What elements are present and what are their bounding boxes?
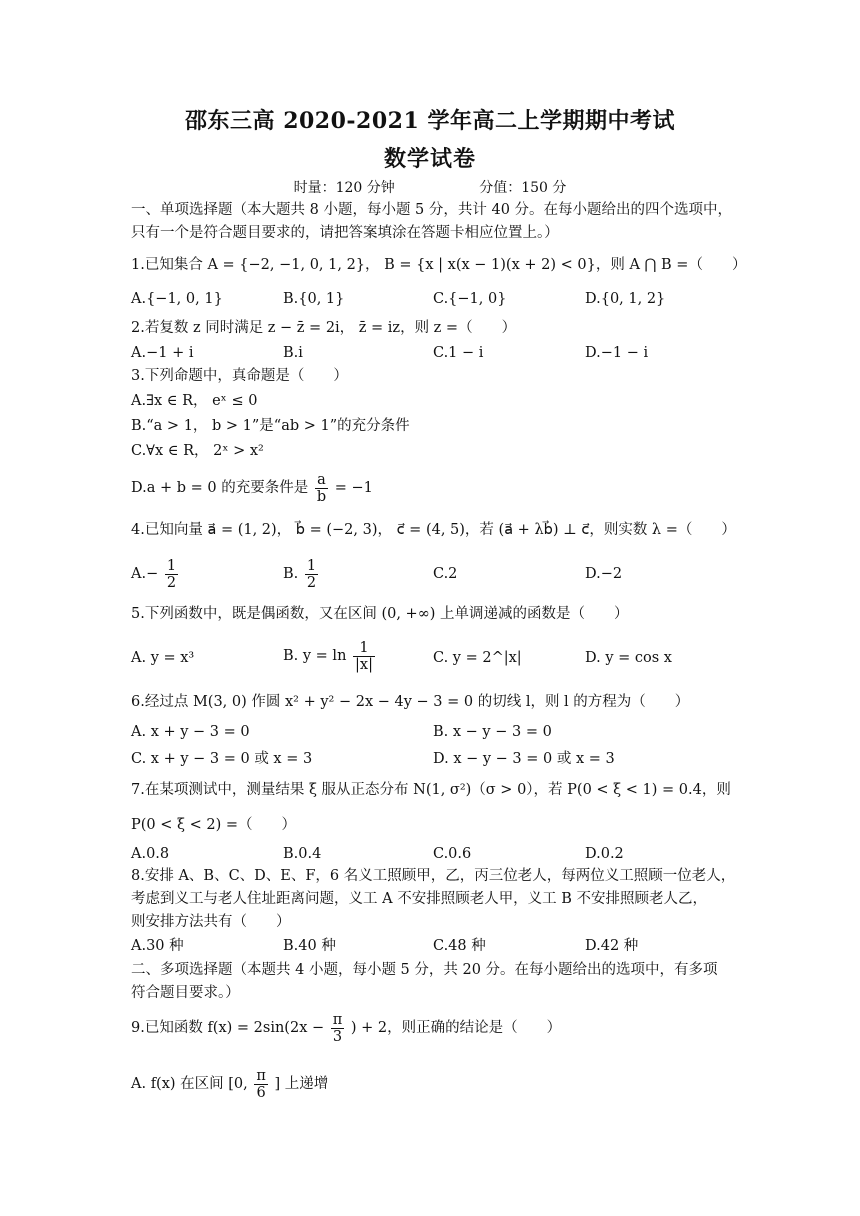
q4-option-b [283, 556, 320, 592]
q6-option-b: B. x − y − 3 = 0 [433, 724, 552, 740]
q7-option-a: A.0.8 [131, 846, 170, 862]
q6-option-d: D. x − y − 3 = 0 或 x = 3 [433, 751, 615, 767]
fraction-numerator: π [256, 1067, 266, 1084]
fraction-denominator: 2 [166, 574, 177, 591]
q9-option-a-tail: ] 上递增 [274, 1076, 329, 1092]
q4-option-b-fraction [305, 558, 318, 591]
q3-option-d-fraction [315, 472, 328, 505]
fraction-numerator: 1 [306, 557, 317, 574]
fraction-denominator: 2 [306, 574, 317, 591]
q4-option-d: D.−2 [585, 566, 623, 582]
q7-stem-cont: P(0 < ξ < 2) =（ ） [131, 817, 297, 833]
q8-option-b: B.40 种 [283, 938, 336, 954]
q2-stem: 2.若复数 z 同时满足 z − z̄ = 2i， z̄ = iz，则 z =（ ） [131, 320, 517, 336]
q1-option-a: A.{−1, 0, 1} [131, 291, 223, 307]
q7-stem: 7.在某项测试中，测量结果 ξ 服从正态分布 N(1, σ²)（σ > 0），若 P(0 < ξ < 1) = 0.4，则 [131, 782, 731, 798]
q3-option-d-tail: = −1 [334, 480, 373, 496]
q1-option-d: D.{0, 1, 2} [585, 291, 666, 307]
q3-option-d [131, 470, 373, 506]
q4-option-a-fraction [165, 558, 178, 591]
q4-stem: 4.已知向量 a⃗ = (1, 2)， b⃗ = (−2, 3)， c⃗ = (4, 5)，若 (a⃗ + λb⃗) ⊥ c⃗，则实数 λ =（ ） [131, 522, 736, 538]
q3-stem: 3.下列命题中，真命题是（ ） [131, 368, 348, 384]
q3-option-a: A.∃x ∈ R， eˣ ≤ 0 [131, 393, 258, 409]
q7-option-c: C.0.6 [433, 846, 472, 862]
q9-stem-tail: ) + 2，则正确的结论是（ ） [350, 1020, 562, 1036]
q3-option-b: B.“a > 1， b > 1”是“ab > 1”的充分条件 [131, 418, 410, 434]
q1-stem: 1.已知集合 A = {−2, −1, 0, 1, 2}， B = {x | x(x − 1)(x + 2) < 0}，则 A ⋂ B =（ ） [131, 257, 747, 273]
q1-option-b: B.{0, 1} [283, 291, 345, 307]
section1-heading-cont: 只有一个是符合题目要求的，请把答案填涂在答题卡相应位置上。） [131, 225, 559, 241]
q8-option-a: A.30 种 [131, 938, 184, 954]
fraction-numerator: 1 [353, 640, 375, 657]
fraction-numerator: a [315, 472, 328, 489]
q5-option-d: D. y = cos x [585, 650, 672, 666]
q5-stem: 5.下列函数中，既是偶函数，又在区间 (0, +∞) 上单调递减的函数是（ ） [131, 606, 629, 622]
q4-option-b-text: B. [283, 566, 299, 582]
q2-option-b: B.i [283, 345, 303, 361]
section1-heading: 一、单项选择题（本大题共 8 小题，每小题 5 分，共计 40 分。在每小题给出的四个选项中， [131, 202, 733, 218]
q7-option-d: D.0.2 [585, 846, 624, 862]
q1-option-c: C.{−1, 0} [433, 291, 507, 307]
q6-stem: 6.经过点 M(3, 0) 作圆 x² + y² − 2x − 4y − 3 = 0 的切线 l，则 l 的方程为（ ） [131, 694, 690, 710]
exam-time: 时量：120 分钟 [293, 180, 395, 196]
q3-option-c: C.∀x ∈ R， 2ˣ > x² [131, 443, 264, 459]
fraction-denominator: |x| [355, 656, 373, 673]
exam-subtitle: 数学试卷 [383, 146, 476, 172]
q8-stem: 8.安排 A、B、C、D、E、F，6 名义工照顾甲，乙，丙三位老人，每两位义工照顾一位老人， [131, 868, 736, 884]
q6-option-c: C. x + y − 3 = 0 或 x = 3 [131, 751, 313, 767]
q5-option-c: C. y = 2^|x| [433, 650, 522, 666]
fraction-denominator: 3 [332, 1028, 343, 1045]
section2-heading: 二、多项选择题（本题共 4 小题，每小题 5 分，共 20 分。在每小题给出的选项中，有多项 [131, 962, 718, 978]
q5-option-b [283, 638, 377, 674]
q9-stem-fraction [331, 1012, 345, 1045]
q4-option-c: C.2 [433, 566, 458, 582]
q4-option-a [131, 556, 180, 592]
q9-option-a-text: A. f(x) 在区间 [0, [131, 1076, 248, 1092]
q2-option-a: A.−1 + i [131, 345, 194, 361]
q8-option-d: D.42 种 [585, 938, 639, 954]
exam-score: 分值：150 分 [479, 180, 567, 196]
q4-option-a-text: A.− [131, 566, 159, 582]
q7-option-b: B.0.4 [283, 846, 322, 862]
q9-stem [131, 1010, 561, 1046]
q8-stem-cont2: 则安排方法共有（ ） [131, 914, 291, 930]
q9-option-a-fraction [254, 1068, 268, 1101]
fraction-numerator: π [332, 1011, 343, 1028]
q3-option-d-text: D.a + b = 0 的充要条件是 [131, 480, 309, 496]
q9-stem-text: 9.已知函数 f(x) = 2sin(2x − [131, 1020, 325, 1036]
exam-meta [0, 177, 860, 197]
q5-option-b-fraction [353, 640, 375, 673]
fraction-numerator: 1 [166, 557, 177, 574]
q8-option-c: C.48 种 [433, 938, 486, 954]
q5-option-a: A. y = x³ [131, 650, 195, 666]
q2-option-d: D.−1 − i [585, 345, 649, 361]
fraction-denominator: 6 [256, 1084, 266, 1101]
q5-option-b-text: B. y = ln [283, 648, 347, 664]
q2-option-c: C.1 − i [433, 345, 484, 361]
section2-heading-cont: 符合题目要求。） [131, 985, 240, 1001]
exam-title: 邵东三高 2020-2021 学年高二上学期期中考试 [185, 108, 675, 134]
q8-stem-cont1: 考虑到义工与老人住址距离问题，义工 A 不安排照顾老人甲，义工 B 不安排照顾老人乙， [131, 891, 708, 907]
q6-option-a: A. x + y − 3 = 0 [131, 724, 250, 740]
q9-option-a [131, 1066, 328, 1102]
fraction-denominator: b [316, 488, 327, 505]
